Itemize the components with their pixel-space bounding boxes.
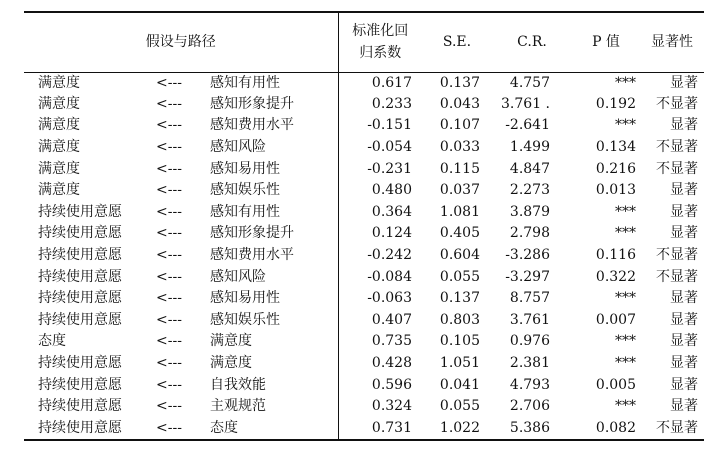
header-row	[24, 12, 704, 72]
row-sig-cell: 显著	[670, 376, 698, 393]
row-from-cell: 满意度	[38, 95, 80, 112]
row-se-cell: 0.033	[439, 139, 480, 156]
path-coefficient-table	[24, 11, 704, 441]
row-cr-cell: 8.757	[509, 290, 550, 307]
row-std-coef-cell: -0.242	[367, 247, 412, 264]
row-to-cell: 感知形象提升	[210, 223, 338, 245]
row-to-cell: 感知易用性	[210, 158, 338, 180]
row-from-cell: 持续使用意愿	[38, 398, 122, 415]
table-row	[24, 180, 704, 202]
table-row	[24, 245, 704, 267]
row-cr-cell: 5.386	[492, 418, 572, 440]
table-row	[24, 72, 704, 94]
header-p: P 值	[572, 12, 640, 72]
row-from-cell: 持续使用意愿	[38, 376, 122, 393]
table-row	[24, 396, 704, 418]
row-se-cell: 1.051	[439, 355, 480, 372]
row-std-coef-cell: -0.054	[367, 139, 412, 156]
row-std-coef-cell: -0.063	[367, 290, 412, 307]
row-cr-cell: -2.641	[505, 117, 550, 134]
row-arrow-cell: <---	[156, 311, 182, 328]
header-sig: 显著性	[640, 12, 704, 72]
row-cr-cell: 4.757	[509, 74, 550, 91]
row-std-coef-cell: 0.731	[338, 418, 422, 440]
row-arrow-cell: <---	[156, 139, 182, 156]
table-row	[24, 94, 704, 116]
row-std-coef-cell: 0.124	[371, 225, 412, 242]
row-to-cell: 主观规范	[210, 396, 338, 418]
row-se-cell: 0.041	[439, 376, 480, 393]
row-from-cell: 满意度	[38, 160, 80, 177]
row-p-cell: 0.007	[595, 311, 636, 328]
row-sig-cell: 显著	[670, 225, 698, 242]
row-p-cell: 0.134	[595, 139, 636, 156]
table-row	[24, 374, 704, 396]
row-cr-cell: -3.286	[505, 247, 550, 264]
row-arrow-cell: <---	[156, 355, 182, 372]
row-sig-cell: 显著	[670, 398, 698, 415]
header-std-coef-line1: 标准化回	[352, 23, 409, 40]
row-sig-cell: 显著	[670, 182, 698, 199]
row-p-cell: ***	[615, 203, 636, 220]
row-se-cell: 0.105	[439, 333, 480, 350]
row-p-cell: 0.082	[572, 418, 640, 440]
row-sig-cell: 显著	[670, 74, 698, 91]
row-arrow-cell: <---	[156, 247, 182, 264]
row-arrow-cell: <---	[156, 290, 182, 307]
table-row	[24, 137, 704, 159]
header-cr: C.R.	[492, 12, 572, 72]
row-p-cell: ***	[615, 398, 636, 415]
row-arrow-cell: <---	[156, 182, 182, 199]
row-sig-cell: 不显著	[656, 160, 698, 177]
row-from-cell: 满意度	[38, 139, 80, 156]
row-to-cell: 自我效能	[210, 374, 338, 396]
row-p-cell: ***	[615, 290, 636, 307]
row-to-cell: 态度	[210, 418, 338, 440]
row-sig-cell: 不显著	[640, 418, 704, 440]
row-p-cell: 0.216	[595, 160, 636, 177]
row-p-cell: 0.322	[595, 268, 636, 285]
row-sig-cell: 不显著	[656, 139, 698, 156]
row-cr-cell: 4.847	[509, 160, 550, 177]
row-from-cell: 满意度	[38, 182, 80, 199]
row-arrow-cell: <---	[156, 117, 182, 134]
row-std-coef-cell: -0.084	[367, 268, 412, 285]
row-cr-cell: 3.879	[509, 203, 550, 220]
header-std-coef	[338, 12, 422, 72]
row-se-cell: 0.037	[439, 182, 480, 199]
row-to-cell: 感知费用水平	[210, 245, 338, 267]
row-cr-cell: 4.793	[509, 376, 550, 393]
row-from-cell: 态度	[38, 333, 66, 350]
row-se-cell: 0.055	[439, 398, 480, 415]
row-cr-cell: 0.976	[509, 333, 550, 350]
row-to-cell: 满意度	[210, 331, 338, 353]
row-std-coef-cell: 0.324	[371, 398, 412, 415]
row-se-cell: 0.107	[439, 117, 480, 134]
row-arrow-cell: <---	[156, 376, 182, 393]
header-path: 假设与路径	[24, 12, 338, 72]
row-from-cell: 持续使用意愿	[38, 203, 122, 220]
row-to-cell: 感知有用性	[210, 72, 338, 94]
row-sig-cell: 显著	[670, 203, 698, 220]
row-se-cell: 1.022	[422, 418, 492, 440]
row-from-cell: 持续使用意愿	[38, 268, 122, 285]
row-to-cell: 感知有用性	[210, 202, 338, 224]
row-cr-cell: 1.499	[509, 139, 550, 156]
row-sig-cell: 不显著	[656, 268, 698, 285]
table-row	[24, 223, 704, 245]
table-row	[24, 115, 704, 137]
row-std-coef-cell: 0.617	[371, 74, 412, 91]
row-p-cell: ***	[615, 333, 636, 350]
row-sig-cell: 显著	[670, 333, 698, 350]
row-std-coef-cell: -0.151	[367, 117, 412, 134]
table-body	[24, 72, 704, 440]
row-cr-cell: 3.761	[509, 311, 550, 328]
row-se-cell: 1.081	[439, 203, 480, 220]
row-se-cell: 0.803	[439, 311, 480, 328]
row-to-cell: 感知娱乐性	[210, 310, 338, 332]
row-p-cell: ***	[615, 117, 636, 134]
row-sig-cell: 显著	[670, 311, 698, 328]
row-from-cell: 持续使用意愿	[38, 225, 122, 242]
row-from-cell: 满意度	[38, 74, 80, 91]
row-to-cell: 感知易用性	[210, 288, 338, 310]
row-p-cell: 0.005	[595, 376, 636, 393]
row-from-cell: 持续使用意愿	[24, 418, 152, 440]
row-std-coef-cell: 0.233	[371, 95, 412, 112]
row-from-cell: 持续使用意愿	[38, 247, 122, 264]
row-sig-cell: 显著	[670, 117, 698, 134]
row-se-cell: 0.405	[439, 225, 480, 242]
row-arrow-cell: <---	[156, 160, 182, 177]
header-se: S.E.	[422, 12, 492, 72]
row-p-cell: 0.116	[595, 247, 636, 264]
table-row	[24, 310, 704, 332]
table-row	[24, 158, 704, 180]
row-from-cell: 持续使用意愿	[38, 311, 122, 328]
row-from-cell: 满意度	[38, 117, 80, 134]
table-row	[24, 418, 704, 440]
row-cr-cell: 2.381	[509, 355, 550, 372]
row-arrow-cell: <---	[156, 398, 182, 415]
row-std-coef-cell: 0.428	[371, 355, 412, 372]
row-cr-cell: 2.798	[509, 225, 550, 242]
row-std-coef-cell: 0.480	[371, 182, 412, 199]
row-sig-cell: 显著	[670, 290, 698, 307]
row-to-cell: 感知形象提升	[210, 94, 338, 116]
table-row	[24, 266, 704, 288]
row-sig-cell: 不显著	[656, 95, 698, 112]
row-arrow-cell: <---	[156, 333, 182, 350]
row-p-cell: ***	[615, 225, 636, 242]
row-cr-cell: -3.297	[505, 268, 550, 285]
row-arrow-cell: <---	[156, 203, 182, 220]
row-cr-cell: 2.273	[509, 182, 550, 199]
row-from-cell: 持续使用意愿	[38, 355, 122, 372]
row-se-cell: 0.115	[439, 160, 480, 177]
table-row	[24, 288, 704, 310]
row-cr-cell: 3.761 .	[501, 95, 550, 112]
row-to-cell: 感知费用水平	[210, 115, 338, 137]
row-arrow-cell: <---	[156, 268, 182, 285]
row-std-coef-cell: 0.596	[371, 376, 412, 393]
row-from-cell: 持续使用意愿	[38, 290, 122, 307]
row-std-coef-cell: 0.735	[371, 333, 412, 350]
table-row	[24, 353, 704, 375]
row-se-cell: 0.043	[439, 95, 480, 112]
row-std-coef-cell: -0.231	[367, 160, 412, 177]
table-row	[24, 331, 704, 353]
row-to-cell: 感知风险	[210, 266, 338, 288]
row-arrow-cell: <---	[156, 74, 182, 91]
row-se-cell: 0.055	[439, 268, 480, 285]
row-arrow-cell: <---	[156, 225, 182, 242]
row-to-cell: 感知娱乐性	[210, 180, 338, 202]
row-sig-cell: 显著	[670, 355, 698, 372]
row-p-cell: 0.013	[595, 182, 636, 199]
row-to-cell: 满意度	[210, 353, 338, 375]
row-p-cell: 0.192	[595, 95, 636, 112]
table-row	[24, 202, 704, 224]
row-std-coef-cell: 0.364	[371, 203, 412, 220]
row-std-coef-cell: 0.407	[371, 311, 412, 328]
row-se-cell: 0.137	[439, 74, 480, 91]
header-std-coef-line2: 归系数	[359, 45, 402, 62]
row-se-cell: 0.137	[439, 290, 480, 307]
row-arrow-cell: <---	[152, 418, 210, 440]
row-p-cell: ***	[615, 74, 636, 91]
row-se-cell: 0.604	[439, 247, 480, 264]
row-p-cell: ***	[615, 355, 636, 372]
row-sig-cell: 不显著	[656, 247, 698, 264]
row-to-cell: 感知风险	[210, 137, 338, 159]
row-arrow-cell: <---	[156, 95, 182, 112]
regression-table-container	[24, 11, 704, 441]
row-cr-cell: 2.706	[509, 398, 550, 415]
